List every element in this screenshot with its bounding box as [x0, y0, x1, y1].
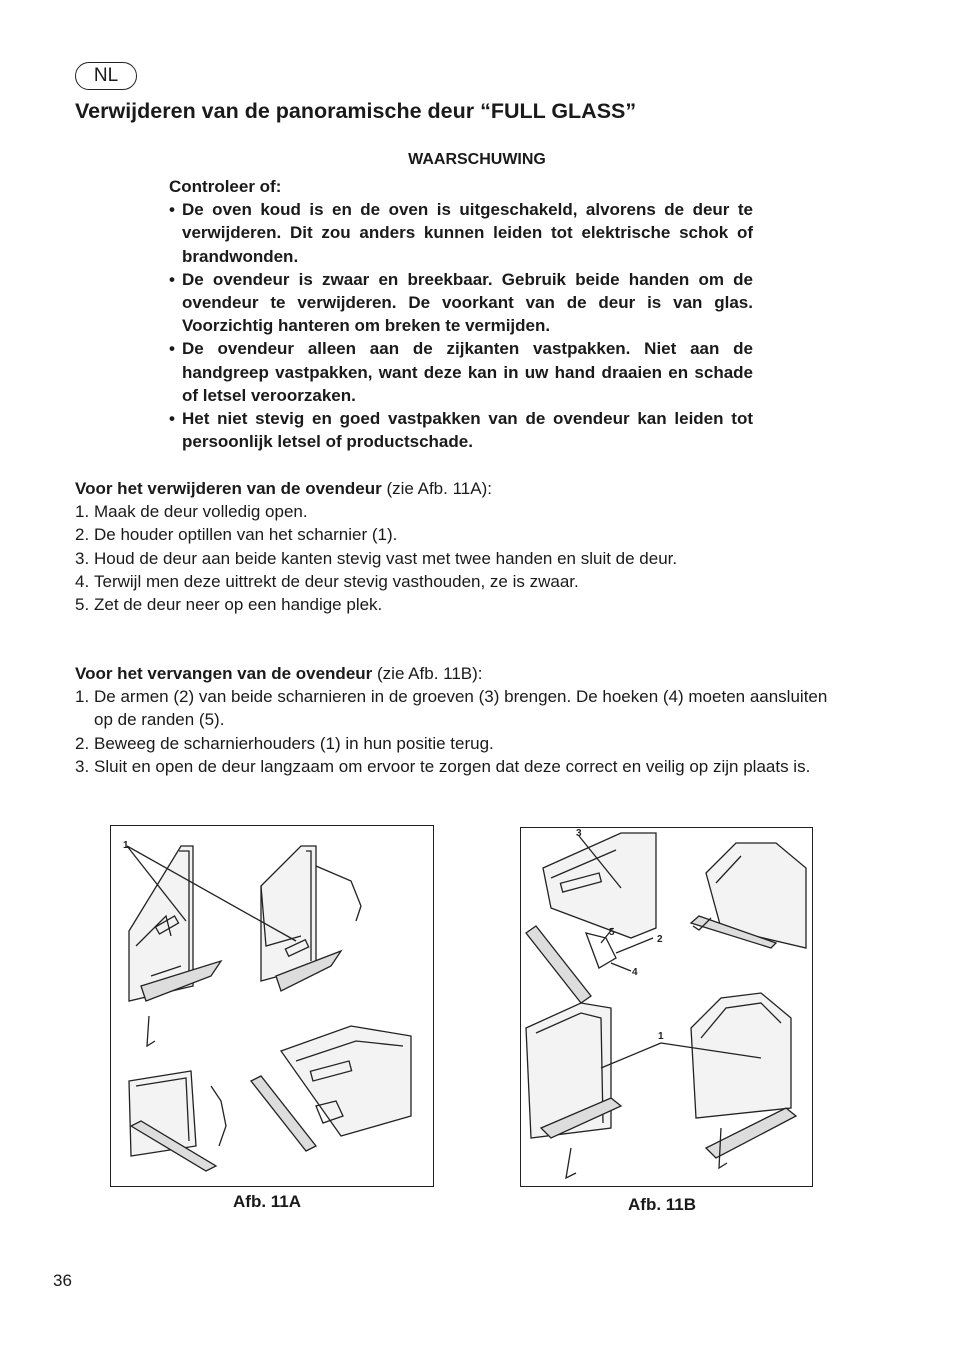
page-number: 36	[53, 1271, 72, 1290]
list-item: 4. Terwijl men deze uittrekt de deur stevig vasthouden, ze is zwaar.	[75, 571, 579, 591]
warning-list	[169, 198, 753, 453]
figure-11b-caption: Afb. 11B	[628, 1195, 697, 1214]
figure-11a-label-1: 1	[123, 840, 129, 851]
figure-11b	[520, 827, 813, 1187]
replace-heading: Voor het vervangen van de ovendeur (zie Afb. 11B):	[75, 664, 483, 683]
warning-block	[169, 175, 753, 453]
figure-11b-illustration	[521, 828, 812, 1186]
figure-11b-label-2: 2	[657, 934, 663, 945]
replace-section	[75, 662, 835, 778]
list-item: 5. Zet de deur neer op een handige plek.	[75, 595, 383, 615]
list-item: 3. Sluit en open de deur langzaam om ervoor te zorgen dat deze correct en veilig op zijn plaats is.	[75, 756, 811, 776]
list-item: 3. Houd de deur aan beide kanten stevig vast met twee handen en sluit de deur.	[75, 548, 678, 568]
removal-section	[75, 477, 835, 616]
figure-11b-label-5: 5	[609, 927, 615, 938]
list-item: 1. Maak de deur volledig open.	[75, 502, 308, 522]
removal-steps	[75, 500, 835, 616]
figure-11b-label-3: 3	[576, 828, 582, 839]
list-item: 2. Beweeg de scharnierhouders (1) in hun positie terug.	[75, 733, 494, 753]
figure-11b-label-4: 4	[632, 967, 638, 978]
figure-11a-illustration	[111, 826, 433, 1186]
language-badge: NL	[75, 62, 137, 90]
list-item: 2. De houder optillen van het scharnier (1).	[75, 525, 398, 545]
warning-item: • Het niet stevig en goed vastpakken van de ovendeur kan leiden tot persoonlijk letsel of productschade.	[169, 407, 753, 453]
figure-11a-caption: Afb. 11A	[233, 1192, 302, 1211]
warning-title: WAARSCHUWING	[408, 151, 546, 168]
list-item: 1. De armen (2) van beide scharnieren in de groeven (3) brengen. De hoeken (4) moeten aansluiten op de randen (5).	[75, 687, 828, 730]
warning-item: • De oven koud is en de oven is uitgeschakeld, alvorens de deur te verwijderen. Dit zou anders kunnen leiden tot elektrische schok of brandwonden.	[169, 198, 753, 268]
replace-steps	[75, 685, 835, 778]
removal-heading: Voor het verwijderen van de ovendeur (zie Afb. 11A):	[75, 479, 492, 498]
page-title: Verwijderen van de panoramische deur “FULL GLASS”	[75, 99, 637, 123]
warning-item: • De ovendeur alleen aan de zijkanten vastpakken. Niet aan de handgreep vastpakken, want deze kan in uw hand draaien en schade of letsel veroorzaken.	[169, 337, 753, 407]
warning-item: • De ovendeur is zwaar en breekbaar. Gebruik beide handen om de ovendeur te verwijderen. De voorkant van de deur is van glas. Voorzichtig hanteren om breken te vermijden.	[169, 268, 753, 338]
warning-intro: Controleer of:	[169, 177, 282, 196]
figure-11a	[110, 825, 434, 1187]
figure-11b-label-1: 1	[658, 1031, 664, 1042]
